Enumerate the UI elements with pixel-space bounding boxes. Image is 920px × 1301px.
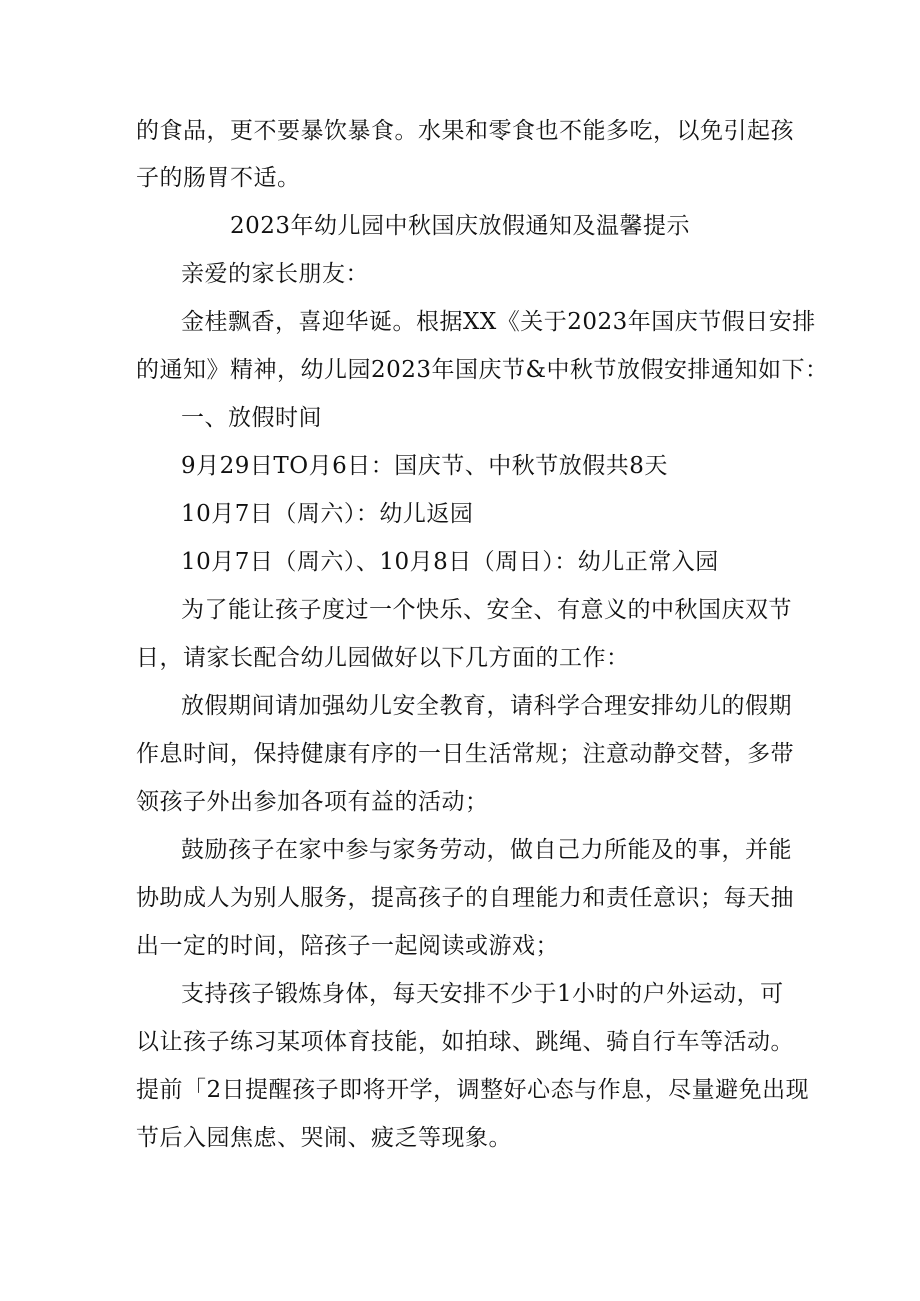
text-line: 提前「2日提醒孩子即将开学，调整好心态与作息，尽量避免出现 <box>136 1077 810 1103</box>
text-line: 以让孩子练习某项体育技能，如拍球、跳绳、骑自行车等活动。 <box>136 1029 794 1055</box>
text-line: 放假期间请加强幼儿安全教育，请科学合理安排幼儿的假期 <box>181 693 792 719</box>
text-line: 子的肠胃不适。 <box>136 165 301 191</box>
text-line: 领孩子外出参加各项有益的活动； <box>136 789 489 815</box>
text-line: 为了能让孩子度过一个快乐、安全、有意义的中秋国庆双节 <box>181 597 792 623</box>
text-line: 9月29日TO月6日：国庆节、中秋节放假共8天 <box>181 453 668 479</box>
section-heading: 一、放假时间 <box>181 405 322 431</box>
text-line: 鼓励孩子在家中参与家务劳动，做自己力所能及的事，并能 <box>181 837 792 863</box>
text-line: 的食品，更不要暴饮暴食。水果和零食也不能多吃，以免引起孩 <box>136 118 794 144</box>
document-title: 2023年幼儿园中秋国庆放假通知及温馨提示 <box>229 213 691 239</box>
text-line: 的通知》精神，幼儿园2023年国庆节&中秋节放假安排通知如下： <box>136 357 829 383</box>
text-line: 10月7日（周六）、10月8日（周日）：幼儿正常入园 <box>181 549 719 575</box>
text-line: 金桂飘香，喜迎华诞。根据XX《关于2023年国庆节假日安排 <box>181 309 816 335</box>
text-line: 支持孩子锻炼身体，每天安排不少于1小时的户外运动，可 <box>181 981 784 1007</box>
text-line: 协助成人为别人服务，提高孩子的自理能力和责任意识；每天抽 <box>136 885 794 911</box>
text-line: 作息时间，保持健康有序的一日生活常规；注意动静交替，多带 <box>136 741 794 767</box>
text-line: 10月7日（周六）：幼儿返园 <box>181 501 474 527</box>
text-line: 出一定的时间，陪孩子一起阅读或游戏； <box>136 933 559 959</box>
greeting: 亲爱的家长朋友： <box>181 261 369 287</box>
text-line: 节后入园焦虑、哭闹、疲乏等现象。 <box>136 1125 512 1151</box>
text-line: 日，请家长配合幼儿园做好以下几方面的工作： <box>136 645 630 671</box>
